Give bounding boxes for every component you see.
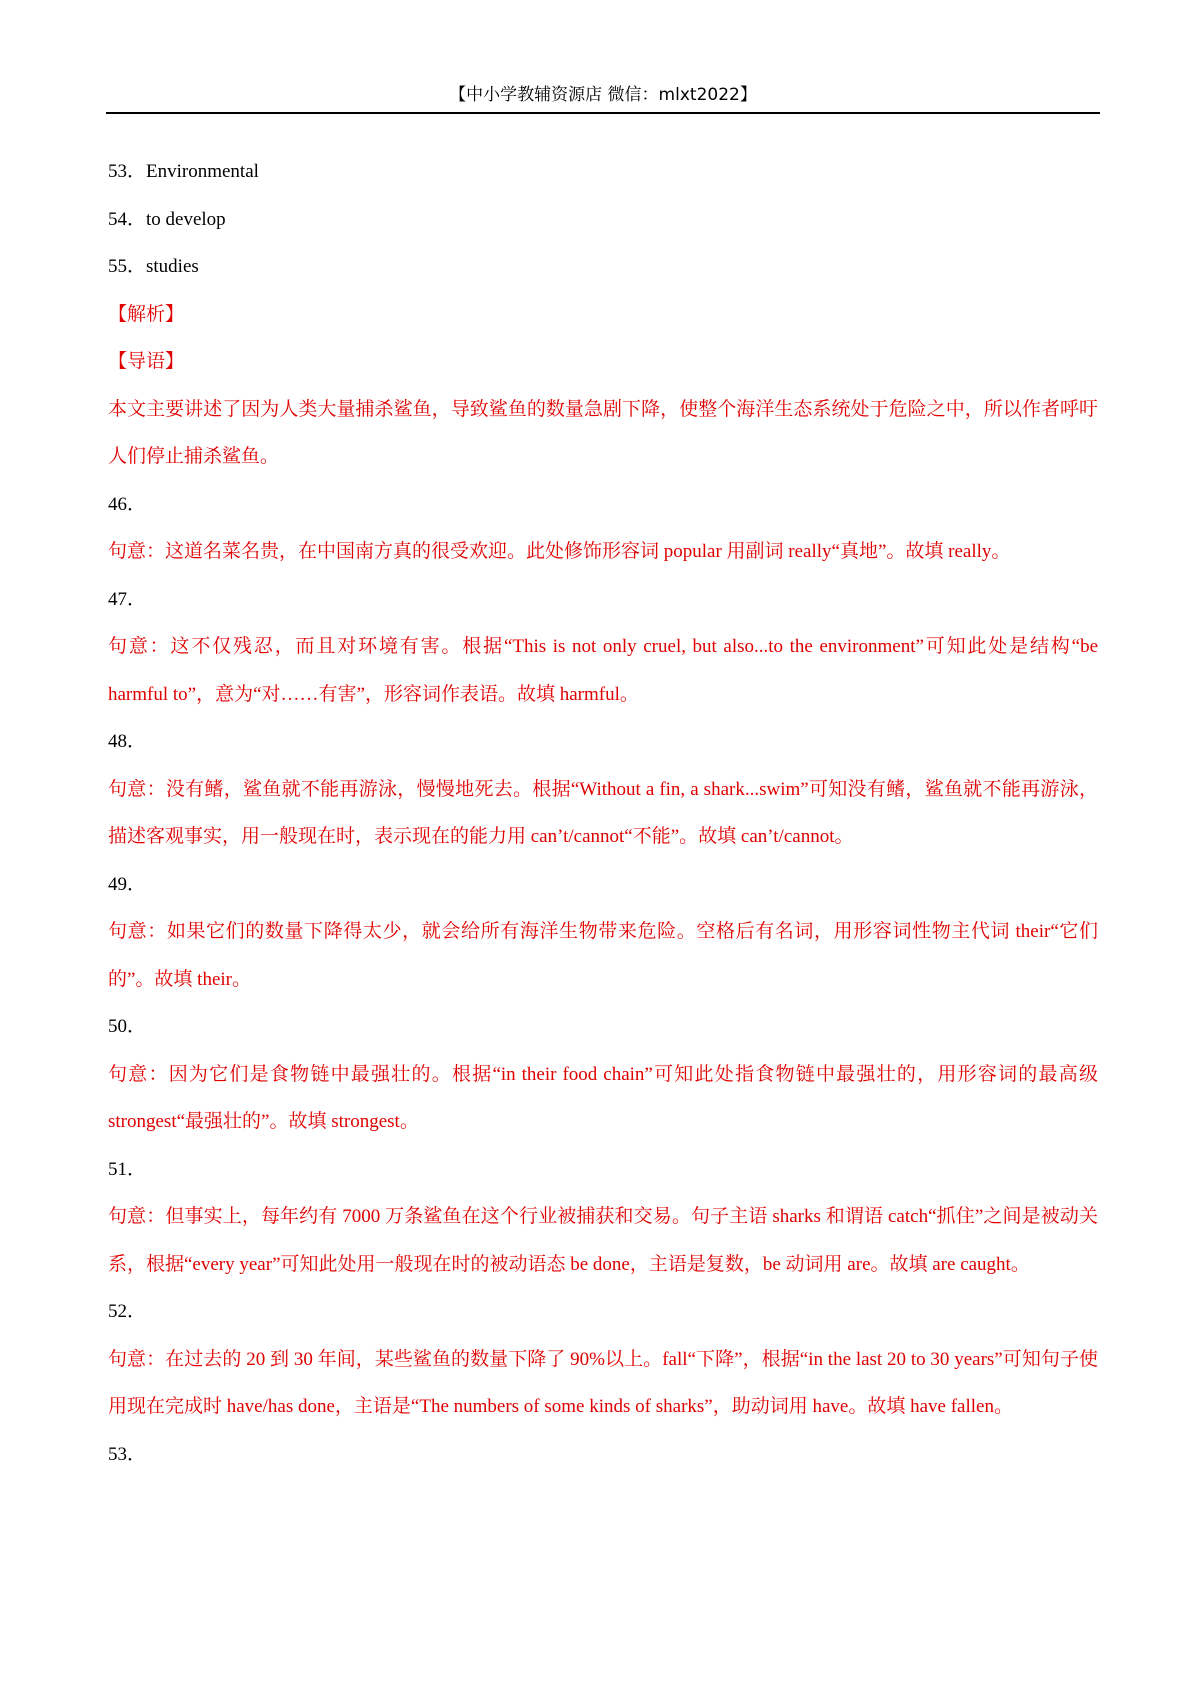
item-explanation-47: 句意：这不仅残忍，而且对环境有害。根据“This is not only cruel, but also...to the environment”可知此处是结构“be harmful to”，意为“对……有害”，形容词作表语。故填 harmful。	[108, 636, 1098, 705]
item-number-47: 47．	[108, 588, 147, 610]
item-number-48: 48．	[108, 731, 147, 752]
item-explanation-49: 句意：如果它们的数量下降得太少，就会给所有海洋生物带来危险。空格后有名词，用形容词性物主代词 their“它们的”。故填 their。	[108, 921, 1098, 990]
item-explanation-51: 句意：但事实上，每年约有 7000 万条鲨鱼在这个行业被捕获和交易。句子主语 sharks 和谓语 catch“抓住”之间是被动关系，根据“every year”可知此处用一般现在时的被动语态 be done，主语是复数，be 动词用 are。故填 are caught。	[108, 1206, 1098, 1275]
header-text: 【中小学教辅资源店 微信：mlxt2022】	[449, 85, 757, 105]
item-explanation-52: 句意：在过去的 20 到 30 年间，某些鲨鱼的数量下降了 90%以上。fall“下降”，根据“in the last 20 to 30 years”可知句子使用现在完成时 have/has done，主语是“The numbers of some kinds of sharks”，助动词用 have。故填 have fallen。	[108, 1348, 1098, 1417]
analysis-label: 【解析】	[108, 303, 185, 325]
item-explanation-46: 句意：这道名菜名贵，在中国南方真的很受欢迎。此处修饰形容词 popular 用副词 really“真地”。故填 really。	[108, 541, 1011, 562]
page-header	[106, 84, 1100, 114]
item-number-52: 52．	[108, 1301, 147, 1322]
intro-paragraph: 本文主要讲述了因为人类大量捕杀鲨鱼，导致鲨鱼的数量急剧下降，使整个海洋生态系统处于危险之中，所以作者呼吁人们停止捕杀鲨鱼。	[108, 398, 1098, 467]
item-number-51: 51．	[108, 1158, 147, 1180]
answer-53: 53．Environmental	[108, 161, 259, 182]
item-explanation-50: 句意：因为它们是食物链中最强壮的。根据“in their food chain”可知此处指食物链中最强壮的，用形容词的最高级 strongest“最强壮的”。故填 strongest。	[108, 1063, 1098, 1132]
item-number-50: 50．	[108, 1016, 147, 1037]
intro-label: 【导语】	[108, 351, 185, 372]
item-number-46: 46．	[108, 493, 147, 515]
item-number-53: 53．	[108, 1443, 147, 1465]
item-number-49: 49．	[108, 873, 147, 895]
answer-55: 55．studies	[108, 256, 199, 277]
item-explanation-48: 句意：没有鳍，鲨鱼就不能再游泳，慢慢地死去。根据“Without a fin, a shark...swim”可知没有鳍，鲨鱼就不能再游泳，描述客观事实，用一般现在时，表示现在的能力用 can’t/cannot“不能”。故填 can’t/cannot。	[108, 778, 1098, 847]
document-body	[108, 148, 1098, 1478]
answer-54: 54．to develop	[108, 208, 226, 230]
